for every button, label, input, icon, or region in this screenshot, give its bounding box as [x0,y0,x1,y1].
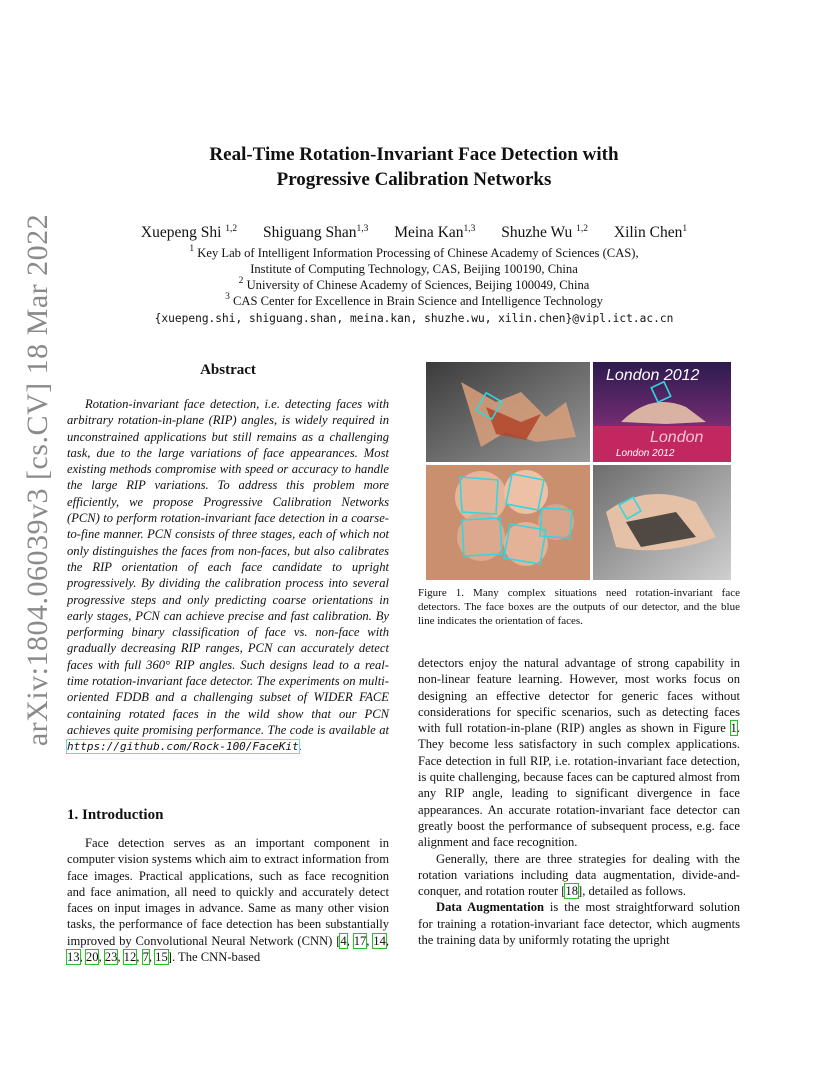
banner-text: London 2012 [616,448,675,459]
code-link[interactable]: https://github.com/Rock-100/FaceKit [67,740,299,754]
affiliation-1-line-2: Institute of Computing Technology, CAS, Beijing 100190, China [250,262,578,276]
intro-body: Face detection serves as an important component in computer vision systems which aim to extract information from face images. Practical applications, such as face recognition and face animation, all need to quickly and accurately detect faces on input images in advance. Same as many other vision tasks, the performance of face detection has been substantially improved by Convolutional Neural Network (CNN) [4, 17, 14, 13, 20, 23, 12, 7, 15]. The CNN-based [67,836,390,965]
author-emails: {xuepeng.shi, shiguang.shan, meina.kan, shuzhe.wu, xilin.chen}@vipl.ict.ac.cn [154,312,674,325]
author: Xuepeng Shi $^{1,2}$ [140,224,238,241]
citation-link[interactable]: 20 [85,950,99,965]
figure-ref-link[interactable]: 1 [730,721,737,736]
citation-link[interactable]: 12 [123,950,137,965]
title-line-2: Progressive Calibration Networks [276,169,552,190]
citation-link[interactable]: 23 [104,950,118,965]
abstract-body: Rotation-invariant face detection, i.e. detecting faces with arbitrary rotation-in-plane (RIP) angles, is widely required in unconstrained applications but still remains as a challenging task, due to the large variations of face appearances. Most existing methods compromise with speed or accuracy to handle the large RIP variations. To address this problem more efficiently, we propose Progressive Calibration Networks (PCN) to perform rotation-invariant face detection in a coarse-to-fine manner. PCN consists of three stages, each of which not only distinguishes the faces from non-faces, but also calibrates the RIP orientation of each face candidate to upright progressively. By dividing the calibration process into several progressive steps and only predicting coarse orientations in early stages, PCN can achieve precise and fast calibration. By performing binary classification of face vs. non-face with gradually decreasing RIP ranges, PCN can accurately detect faces with full 360° RIP angles. Such designs lead to a real-time rotation-invariant face detector. The experiments on multi-oriented FDDB and a challenging subset of WIDER FACE containing rotated faces in the wild show that our PCN achieves quite promising performance. The code is available at https://github.com/Rock-100/FaceKit. [67,397,389,754]
figure-1 [426,362,731,580]
abstract-heading: Abstract [200,362,256,378]
affiliation-1: $^1$ Key Lab of Intelligent Information Processing of Chinese Academy of Sciences (CAS), [189,244,639,260]
citation-link[interactable]: 13 [67,950,80,965]
banner-text: London 2012 [606,367,700,384]
citation-link[interactable]: 17 [353,933,367,948]
citation-link[interactable]: 18 [565,884,579,899]
abstract-text: Rotation-invariant face detection, i.e. detecting faces with arbitrary rotation-in-plane (RIP) angles, is widely required in unconstrained applications but still remains as a challenging task, due to the large variations of face appearances. Most existing methods compromise with speed or accuracy to handle the large RIP variations. To address this problem more efficiently, we propose Progressive Calibration Networks (PCN) to perform rotation-invariant face detection in a coarse-to-fine manner. PCN consists of three stages, each of which not only distinguishes the faces from non-faces, but also calibrates the RIP orientation of each face candidate to upright progressively. By dividing the calibration process into several progressive steps and only predicting coarse orientations in early stages, PCN can achieve precise and fast calibration. By performing binary classification of face vs. non-face with gradually decreasing RIP ranges, PCN can accurately detect faces with full 360° RIP angles. Such designs lead to a real-time rotation-invariant face detector. The experiments on multi-oriented FDDB and a challenging subset of WIDER FACE containing rotated faces in the wild show that our PCN achieves quite promising performance. The code is available at [67,397,389,737]
citation-link[interactable]: 15 [155,950,168,965]
citation-link[interactable]: 14 [373,933,386,948]
title-line-1: Real-Time Rotation-Invariant Face Detection with [209,144,619,165]
author-list [0,224,828,242]
author: Shiguang Shan$^{1,3}$ [263,224,369,241]
figure-caption: Figure 1. Many complex situations need rotation-invariant face detectors. The face boxes are the outputs of our detector, and the blue line indicates the orientation of faces. [418,587,740,627]
citation-link[interactable]: 7 [142,950,149,965]
paper-title [0,142,828,192]
figure-1-image [426,362,731,580]
author: Shuzhe Wu $^{1,2}$ [501,224,588,241]
author: Xilin Chen$^1$ [613,224,688,241]
arxiv-stamp-text: arXiv:1804.06039v3 [cs.CV] 18 Mar 2022 [21,213,54,747]
paragraph-lead: Data Augmentation [436,900,545,915]
author: Meina Kan$^{1,3}$ [394,224,476,241]
affiliation-3: $^3$ CAS Center for Excellence in Brain Science and Intelligence Technology [225,292,603,308]
right-column: detectors enjoy the natural advantage of strong capability in non-linear feature learning. However, most works focus on designing an effective detector for generic faces without considerations for specific scenarios, such as detecting faces with full rotation-in-plane (RIP) angles as shown in Figure 1. They become less satisfactory in such complex applications. Face detection in full RIP, i.e. rotation-invariant face detection, is quite challenging, because faces can be captured almost from any RIP angle, leading to significant divergence in face appearances. An accurate rotation-invariant face detector can greatly boost the performance of subsequent process, e.g. face alignment and face recognition. Generally, there are three strategies for dealing with the rotation variations including data augmentation, divide-and-conquer, and rotation router [18], detailed as follows. Data Augmentation is the most straightforward solution for training a rotation-invariant face detector, which augments the training data by uniformly rotating the upright [418,656,740,948]
banner-text: London [650,429,704,446]
affiliation-2: $^2$ University of Chinese Academy of Sciences, Beijing 100049, China [238,276,590,292]
intro-heading: 1. Introduction [67,807,164,823]
citation-link[interactable]: 4 [340,933,347,948]
